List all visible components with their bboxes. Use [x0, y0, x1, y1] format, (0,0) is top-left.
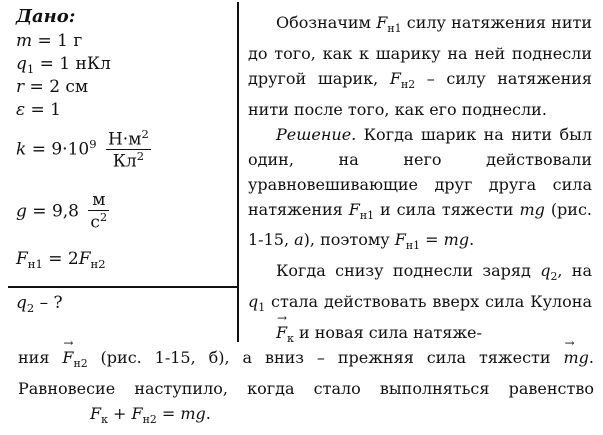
solution-label: Решение. [276, 124, 357, 144]
paragraph-equilibrium: ния → $F_{н2}$ (рис. 1-15, б), а вниз – прежняя сила тяжести → mg. Равновесие наступило, когда стало выполняться равенствоF$_к$ + $F_{н2}$ = mg. [18, 345, 594, 432]
given-gravity: g = 9,8 $\frac{м}{с^2}$ [16, 190, 108, 233]
gravity-vector: → mg [563, 345, 588, 370]
given-coulomb-constant: $k = 9\cdot 10^9$ $\frac{Н\cdot м^2}{Кл^2}$ [16, 127, 149, 172]
given-divider-vertical [237, 2, 239, 342]
gravity-unit-fraction: $\frac{м}{с^2}$ [90, 190, 108, 233]
given-mass: m = 1 г [16, 31, 83, 51]
given-charge-q1: $q_1 = 1$ нКл [16, 54, 111, 77]
coulomb-unit-fraction: $\frac{Н\cdot м^2}{Кл^2}$ [107, 127, 149, 172]
given-divider-horizontal [8, 286, 238, 288]
given-distance: r = 2 см [16, 77, 89, 97]
find-q2: $q_2$ – ? [16, 293, 63, 316]
paragraph-coulomb: Когда снизу поднесли заряд $q_2$, на $q_1$ стала действовать вверх сила Кулона → $F_к$ и новая сила натяже- [248, 258, 592, 350]
equilibrium-equation: $F_к + F_{н2}$ = mg. [90, 403, 211, 426]
tension-vector: → F [62, 345, 73, 370]
given-permittivity: ε = 1 [16, 100, 61, 120]
bottom-text [18, 345, 594, 432]
paragraph-notation: Обозначим $F_{н1}$ силу натяжения нити до того, как к шарику на ней поднесли другой шарик, $F_{н2}$ – силу натяжения нити после того, как его поднесли. [248, 13, 592, 119]
coulomb-force-vector: → F [248, 320, 287, 345]
given-tension-relation: $F_{н1} = 2F_{н2}$ [16, 249, 106, 272]
solution-block [248, 10, 592, 351]
given-title: Дано: [16, 6, 76, 27]
paragraph-solution: Решение. Когда шарик на нити был один, на него действовали уравновешивающие друг друга сила натяжения $F_{н1}$ и сила тяжести mg (рис. 1-15, а), поэтому $F_{н1}$ = mg. [248, 124, 593, 253]
